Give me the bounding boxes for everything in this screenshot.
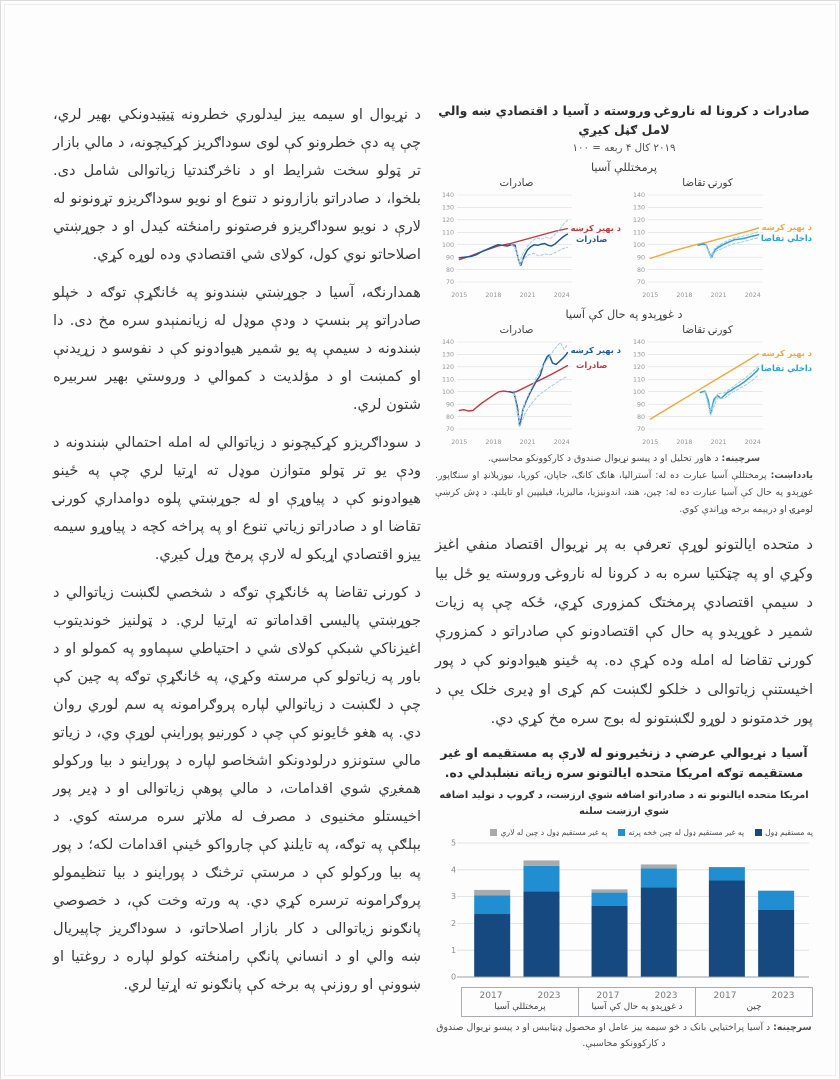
- svg-text:2: 2: [451, 919, 457, 929]
- svg-text:2018: 2018: [485, 292, 502, 300]
- series-label: د بهیر کرښه: [761, 347, 812, 358]
- figure-line-charts: [435, 101, 813, 518]
- axis-group-label: پرمختللې آسیا: [494, 1002, 546, 1013]
- chart-panel-body: [626, 336, 813, 448]
- legend-swatch: [755, 829, 762, 836]
- svg-text:70: 70: [636, 426, 645, 434]
- line-chart: [626, 336, 766, 448]
- svg-text:90: 90: [445, 254, 454, 262]
- axis-year-label: 2017: [596, 991, 620, 1002]
- chart-group: [435, 161, 813, 301]
- axis-group-cell: [578, 988, 695, 1016]
- svg-text:2024: 2024: [553, 439, 570, 447]
- svg-text:2021: 2021: [710, 439, 727, 447]
- legend-label: په مستقیم ډول: [765, 828, 813, 838]
- svg-text:70: 70: [636, 279, 645, 287]
- svg-text:2021: 2021: [519, 292, 536, 300]
- figure1-charts: [435, 161, 813, 448]
- svg-text:130: 130: [632, 205, 645, 213]
- axis-year-label: 2017: [713, 991, 737, 1002]
- chart-group-label: د غوړېدو په حال کې آسیا: [565, 308, 683, 322]
- svg-text:2018: 2018: [485, 439, 502, 447]
- legend-swatch: [490, 829, 497, 836]
- figure2-title: آسیا د نړیوالي عرضې د زنځیرونو له لارې په مستقیمه او غیر مستقیمه توګه امریکا متحده ایالتونو سره زیاته نښلېدلي ده.: [440, 745, 808, 780]
- figure2-axis-band: [461, 987, 813, 1017]
- series-label: صادرات: [576, 234, 608, 245]
- series-labels: [760, 336, 812, 448]
- left-paragraph-2: همدارنګه، آسیا د جوړښتي ښندونو په ځانګړې توګه د خپلو صادراتو پر بنسټ د ودې موډل له زیانمنېدو سره مخ دی. دا ښندونه د سیمې په یو شمیر هیوادونو کې د نفوسو د زړیدنې او کمښت او د مؤلدیت د کموالي د وروستي بهیر سربیره شتون لري.: [53, 284, 421, 413]
- figure1-source: [435, 451, 813, 467]
- legend-item: [618, 828, 744, 837]
- svg-text:2021: 2021: [519, 439, 536, 447]
- axis-year-label: 2023: [654, 991, 678, 1002]
- svg-text:70: 70: [445, 426, 454, 434]
- axis-year-label: 2017: [479, 991, 503, 1002]
- chart-panel-title: کورنۍ تقاضا: [682, 324, 733, 337]
- axis-group-cell: [462, 988, 578, 1016]
- svg-text:120: 120: [632, 217, 645, 225]
- axis-group-label: چین: [746, 1002, 762, 1013]
- svg-text:140: 140: [441, 339, 454, 347]
- series-labels: [570, 336, 621, 448]
- svg-text:120: 120: [632, 364, 645, 372]
- figure2-source: [435, 1020, 813, 1052]
- svg-text:130: 130: [441, 205, 454, 213]
- right-column-paragraph: د متحده ایالتونو لوړې تعرفې به پر نړیوال اقتصاد منفي اغیز وکړي او په چټکتیا سره به د کرونا له ناروغۍ وروسته یو ځل بیا د سیمې اقتصادي پرمختګ کمزوری کړي، ځکه چې په زیات شمیر د غوړیدو په حال کې اقتصادونو کې صادراتو د کمزورې کورنۍ تقاضا له امله وده کړې ده. په ځینو هیوادونو کې د پور اخیستنې زیاتوالی د خلکو لګښت کم کړی او ډیری خلک یې د پور خدمتونو د لوړو لګښتونو له بوج سره مخ کړي دي.: [435, 536, 813, 728]
- svg-text:100: 100: [441, 389, 454, 397]
- legend-item: [755, 828, 813, 837]
- svg-text:140: 140: [632, 192, 645, 200]
- chart-panel-row: [435, 175, 813, 301]
- svg-text:2015: 2015: [451, 439, 468, 447]
- source-text: د آسیا پراختیایي بانک د څو سیمه ییز عامل او محصول ډیټابیس او د پیسو نړیوال صندوق د کارکوونکو محاسبې.: [436, 1022, 771, 1050]
- chart-panel: [435, 175, 622, 301]
- svg-text:2024: 2024: [744, 292, 761, 300]
- chart-panel: [626, 175, 813, 301]
- figure1-subtitle: ۲۰۱۹ کال ۴ ربعه = ۱۰۰: [572, 142, 676, 155]
- note-label: یادداښت:: [770, 470, 813, 482]
- source-label: سرچینه:: [773, 1022, 812, 1034]
- left-paragraph-1: د نړیوال او سیمه ییز لیدلوري خطرونه ټیټیدونکي بهیر لري، چې په دې خطرونو کې لوی سوداګریز کړکیچونه، د مالي بازار تر ټولو سخت شرایط او د ناڅرګندتیا زیاتوالی شامل دی. بلخوا، د صادراتو بازارونو د تنوع او نویو سوداګریزو تړونونو له لارې د نویو سوداګریزو فرصتونو رامنځته کیدل او د جوړښتي اصلاحاتو نوي کول، کولای شي اقتصادي وده لوړه کړي.: [53, 106, 421, 263]
- svg-text:80: 80: [445, 267, 454, 275]
- svg-text:80: 80: [636, 414, 645, 422]
- figure1-title: صادرات د کرونا له ناروغۍ وروسته د آسیا د اقتصادي ښه والي لامل ګڼل کیږي: [438, 103, 810, 138]
- chart-group: [435, 308, 813, 448]
- svg-text:110: 110: [632, 376, 645, 384]
- line-chart: [435, 189, 575, 301]
- svg-text:80: 80: [445, 414, 454, 422]
- svg-text:80: 80: [636, 267, 645, 275]
- svg-text:4: 4: [451, 865, 457, 875]
- chart-panel-title: صادرات: [499, 324, 534, 337]
- line-chart: [626, 189, 766, 301]
- chart-panel: [435, 322, 622, 448]
- legend-label: په غیر مستقیم ډول د چین له لارې: [500, 828, 608, 838]
- svg-text:140: 140: [632, 339, 645, 347]
- svg-text:100: 100: [632, 242, 645, 250]
- svg-text:2024: 2024: [553, 292, 570, 300]
- svg-text:90: 90: [636, 254, 645, 262]
- axis-years: [462, 988, 578, 1001]
- axis-year-label: 2023: [537, 991, 561, 1002]
- svg-text:1: 1: [451, 946, 457, 956]
- svg-text:3: 3: [451, 892, 457, 902]
- axis-years: [579, 988, 695, 1001]
- source-text: د هاور تحلیل او د پیسو نړیوال صندوق د کارکوونکو محاسبې.: [487, 453, 719, 465]
- series-labels: [760, 189, 812, 301]
- figure2-legend: [435, 828, 813, 837]
- left-paragraph-4: د کورنۍ تقاضا په ځانګړې توګه د شخصي لګښت زیاتوالي د جوړښتي پالیسۍ اقداماتو ته اړتیا لري. د ټولنیز خوندیتوب اغیزناکي شبکې کولای شي د احتیاطي سپماوو په کمولو او د باور په زیاتولو کې مرسته وکړي، په ځانګړې توګه په چین کې چې د لګښت د زیاتوالي لپاره پروګرامونه په سم لوري روان دي. په هغو ځایونو کې چې د کورنیو پوراینې لوړې وي، د زیاتو مالي ستونزو درلودونکو اشخاصو لپاره د پوراینو د بیا ورکولو همغږي شوي اقدامات، د مالي پوهې زیاتوالی او د ډیر پور اخیستلو مخنیوی د مصرف له ملاتړ سره مرسته کوي. د بېلګې په توګه، په تایلنډ کې چارواکو ځینې اقدامات لکه؛ د پور په بیا ورکولو کې د مرستې ترڅنګ د پوراینو د بیا تنظیمولو پروګرامونه ترسره کړي دي. په ورته وخت کې، د خصوصي پانګونو زیاتوالی د کار بازار اصلاحاتو، د سوداګریز چاپیریال ښه والي او د انساني پانګې رامنځته کولو لپاره د روغتیا او ښوونې او روزنې په برخه کې پانګونو ته اړتیا لري.: [53, 584, 421, 993]
- svg-text:110: 110: [441, 376, 454, 384]
- legend-item: [490, 828, 607, 837]
- source-label: سرچینه:: [721, 453, 761, 465]
- series-label: داخلي تقاضا: [760, 232, 812, 243]
- series-label: صادرات: [576, 360, 608, 371]
- svg-text:120: 120: [441, 217, 454, 225]
- svg-text:100: 100: [441, 242, 454, 250]
- left-column: [53, 101, 421, 1009]
- line-chart: [435, 336, 575, 448]
- chart-panel-title: صادرات: [499, 177, 534, 190]
- chart-panel-row: [435, 322, 813, 448]
- chart-panel-body: [435, 189, 622, 301]
- svg-text:2018: 2018: [676, 292, 693, 300]
- svg-text:70: 70: [445, 279, 454, 287]
- left-paragraph-3: د سوداګریزو کړکیچونو د زیاتوالي له امله احتمالي ښندونه د ودې یو تر ټولو متوازن موډل ته اړتیا لري چې په ځینو هیوادونو کې د پیاوړې او له جوړښتي پلوه دوامداري کورنۍ تقاضا او د صادراتو زیاتي تنوع او په پراخه کچه د پیاوړو سیمه ییزو اقتصادي اړیکو له لارې پرمخ وړل کیږي.: [53, 434, 421, 563]
- svg-text:130: 130: [441, 352, 454, 360]
- svg-text:120: 120: [441, 364, 454, 372]
- svg-text:5: 5: [451, 838, 457, 848]
- legend-swatch: [618, 829, 625, 836]
- series-label: د بهیر کرښه: [570, 345, 621, 356]
- right-column: [435, 101, 813, 1052]
- legend-label: په غیر مستقیم ډول له چین څخه پرته: [628, 828, 745, 838]
- svg-text:110: 110: [441, 229, 454, 237]
- svg-text:110: 110: [632, 229, 645, 237]
- series-label: داخلي تقاضا: [760, 362, 812, 373]
- svg-text:2021: 2021: [710, 292, 727, 300]
- axis-years: [696, 988, 812, 1001]
- svg-text:2018: 2018: [676, 439, 693, 447]
- axis-group-label: د غوړېدو په حال کې آسیا: [591, 1002, 683, 1013]
- svg-text:90: 90: [636, 401, 645, 409]
- axis-group-cell: [695, 988, 812, 1016]
- svg-text:2015: 2015: [642, 439, 659, 447]
- figure-bar-chart: [435, 743, 813, 1051]
- chart-panel-title: کورنۍ تقاضا: [682, 177, 733, 190]
- svg-text:0: 0: [451, 972, 457, 982]
- svg-text:2024: 2024: [744, 439, 761, 447]
- chart-panel-body: [626, 189, 813, 301]
- axis-year-label: 2023: [771, 991, 795, 1002]
- figure1-note: [435, 468, 813, 518]
- svg-text:2015: 2015: [451, 292, 468, 300]
- series-label: د بهیر کرښه: [761, 221, 812, 232]
- chart-panel-body: [435, 336, 622, 448]
- figure2-subtitle: امریکا متحده ایالتونو ته د صادراتو اضافه شوي ارزښت، د ګروپ د تولید اضافه شوي ارزښت سلنه: [439, 789, 809, 817]
- chart-group-label: پرمختللې آسیا: [590, 161, 658, 175]
- chart-panel: [626, 322, 813, 448]
- svg-text:140: 140: [441, 192, 454, 200]
- series-labels: [570, 189, 621, 301]
- svg-text:2015: 2015: [642, 292, 659, 300]
- svg-text:130: 130: [632, 352, 645, 360]
- figure2-chart: [435, 837, 813, 987]
- svg-text:100: 100: [632, 389, 645, 397]
- stacked-bar-chart: [437, 837, 813, 987]
- note-text: پرمختللې آسیا عبارت ده له: آسترالیا، هانګ کانګ، جاپان، کوریا، نیوزیلانډ او سنګاپور. غوړېدو په حال کې آسیا عبارت ده له: چین، هند، اندونیزیا، مالیزیا، فیلیپین او تایلنډ. د ډش کرښې لومړۍ او دریېمه برخه وړاندې کوي.: [435, 470, 813, 515]
- svg-text:90: 90: [445, 401, 454, 409]
- series-label: د بهیر کرښه: [570, 222, 621, 233]
